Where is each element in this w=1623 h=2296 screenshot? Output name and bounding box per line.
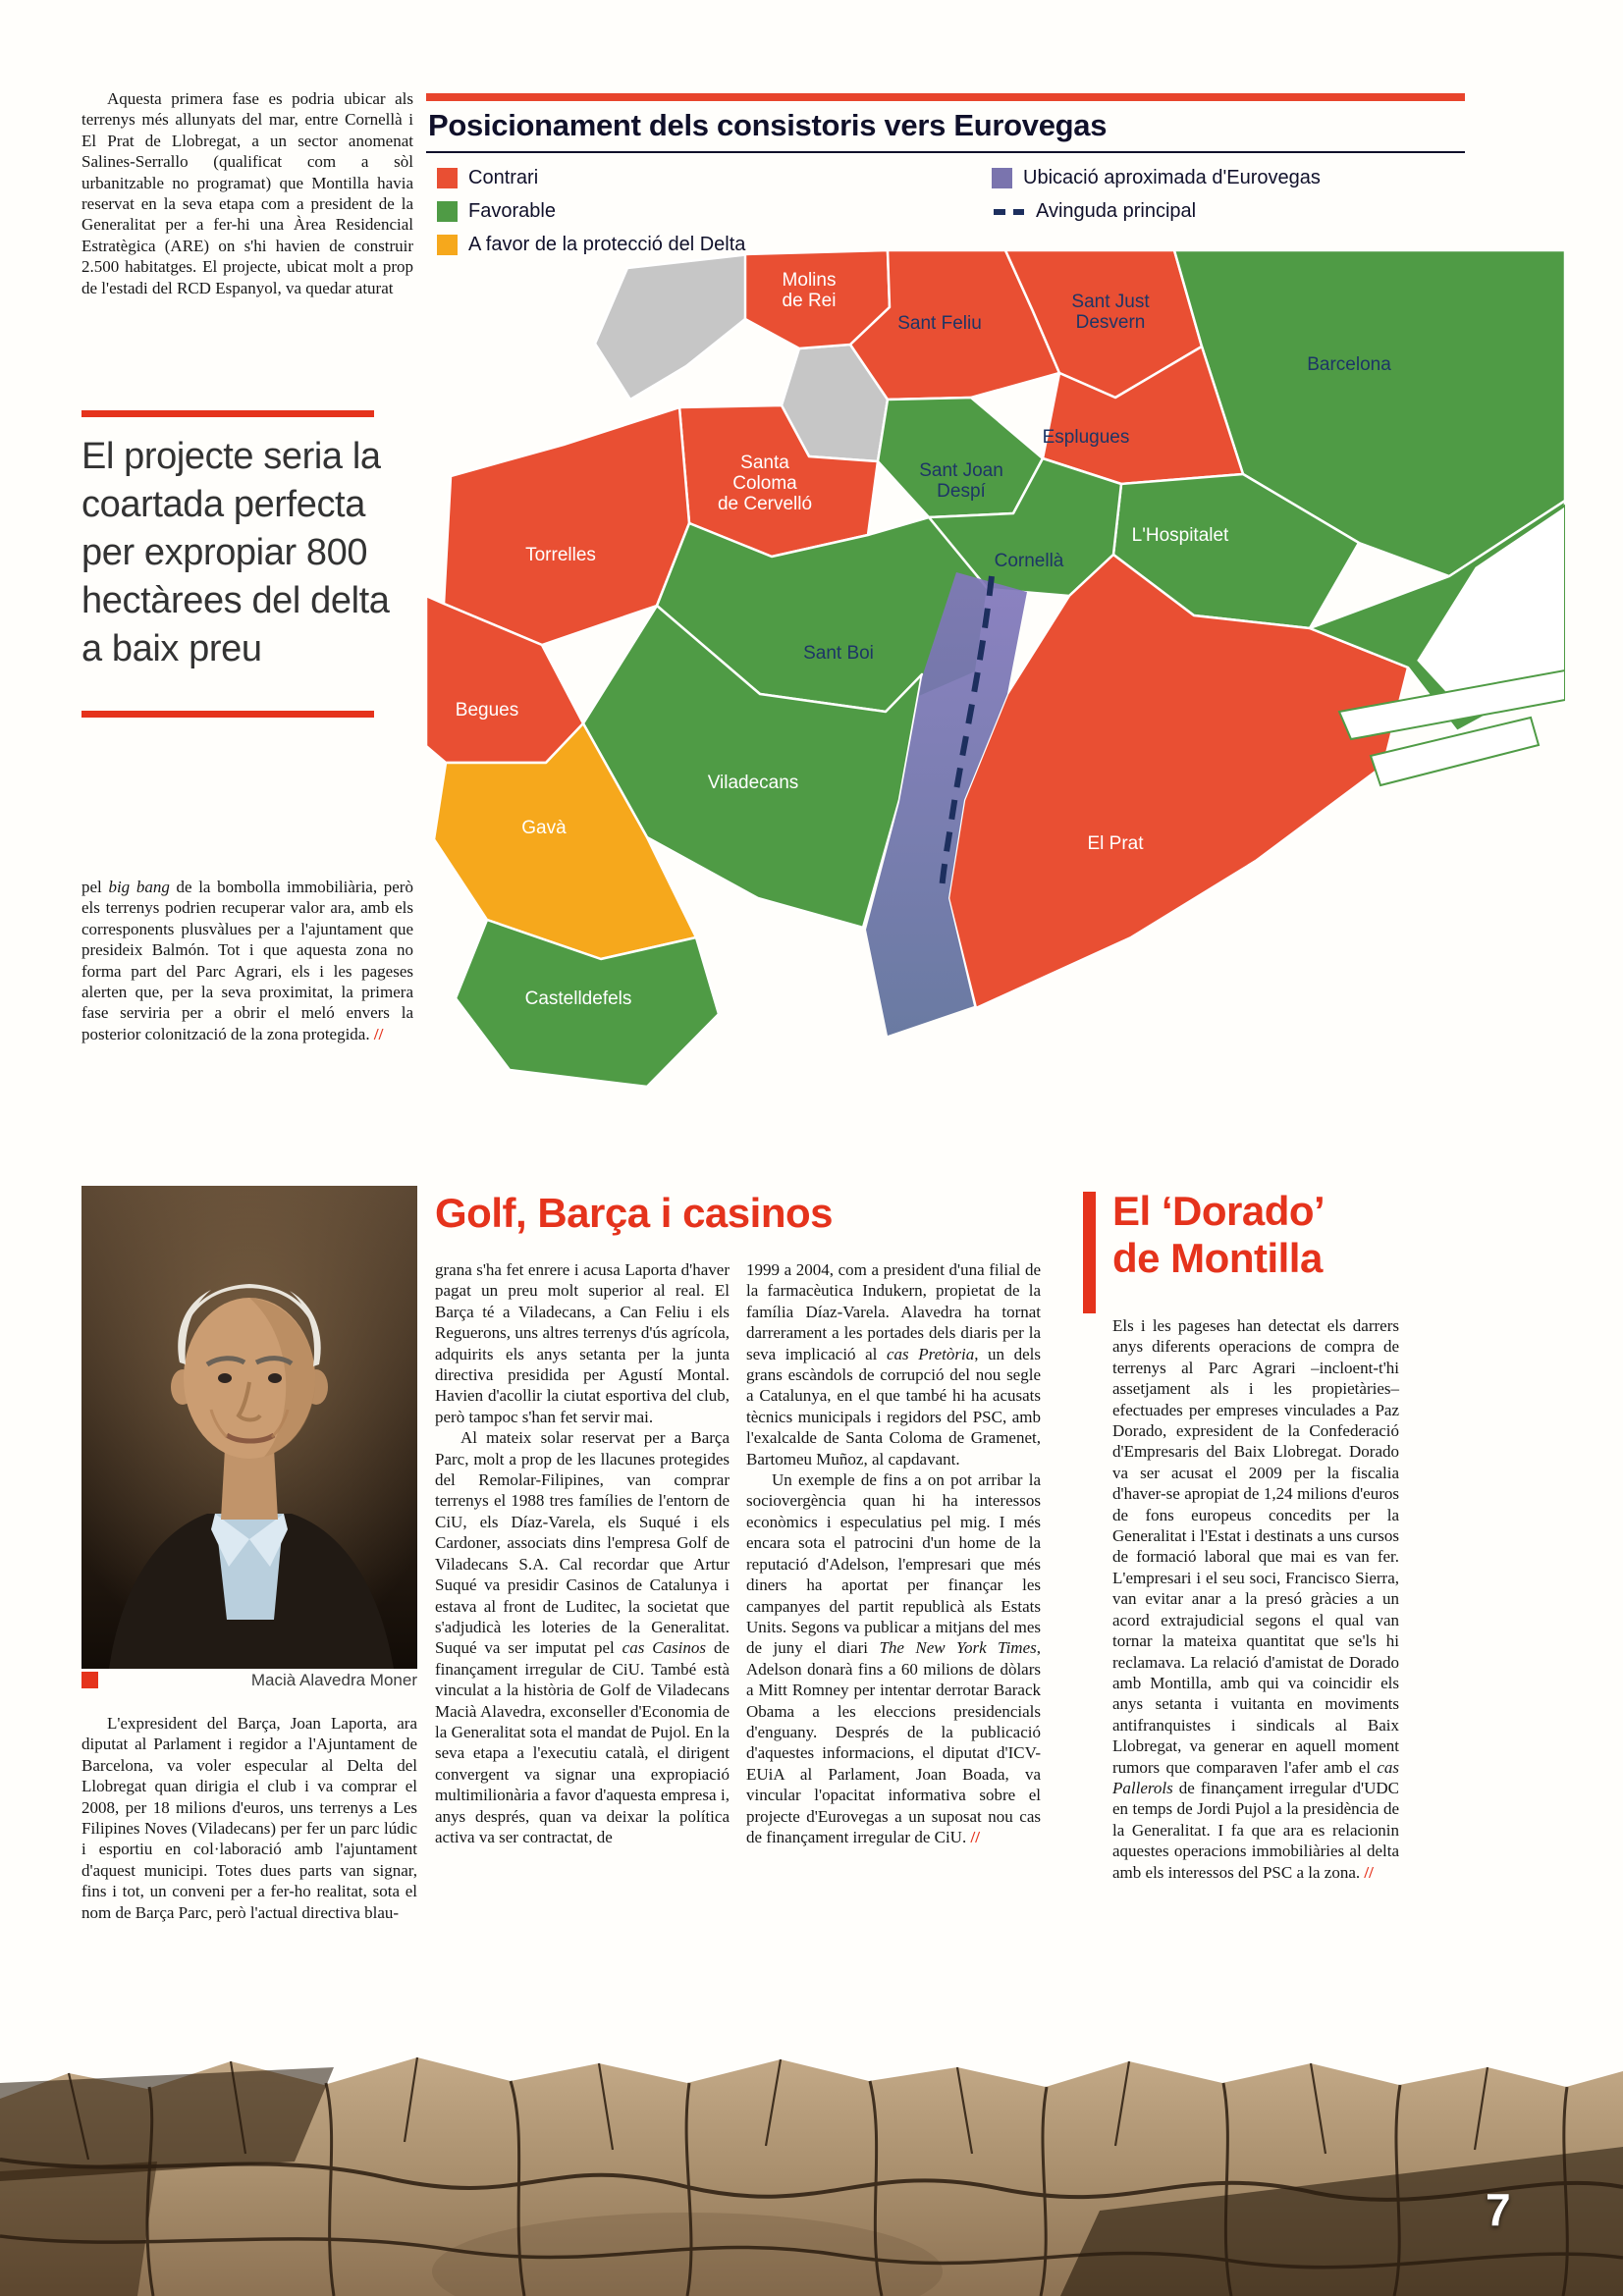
legend-item-avinguda-principal — [992, 200, 1196, 223]
legend-label-eurovegas-location: Ubicació aproximada d'Eurovegas — [1023, 167, 1321, 188]
middle-headline: Golf, Barça i casinos — [435, 1190, 833, 1236]
pull-quote-text: El projecte seria la coartada perfecta per expropiar 800 hectàrees del delta a baix preu — [81, 436, 390, 669]
legend-item-eurovegas-location — [992, 167, 1321, 189]
page-number: 7 — [1486, 2184, 1511, 2235]
dashed-line-icon — [992, 206, 1025, 218]
middle-col2-paragraph-2: Un exemple de fins a on pot arribar la sociovergència quan hi ha interessos econòmics i especulatius pel mig. I més encara sota el patrocini d'un home de la reputació d'Adelson, l'empresari que més diners ha aportat per finançar les campanyes del partit republicà als Estats Units. Segons va publicar a mitjans del mes de juny el diari The New York Times, Adelson donarà fins a 60 milions de dòlars a Mitt Romney per intentar derrotar Barack Obama a les eleccions presidencials d'enguany. Després de la publicació d'aquestes informacions, el diputat d'ICV-EUiA al Parlament, Joan Boada, va vincular l'opacitat informativa sobre el projecte d'Eurovegas a un suposat nou cas de finançament irregular de CiU. // — [746, 1470, 1041, 1846]
right-column — [1112, 1315, 1399, 1883]
cracked-earth-footer — [0, 2044, 1623, 2296]
legend-item-contrari — [437, 167, 538, 189]
pull-quote-rule-bottom — [81, 711, 374, 718]
laporta-column — [81, 1713, 417, 1923]
map-label-viladecans: Viladecans — [707, 773, 799, 793]
pull-quote-rule-top — [81, 410, 374, 417]
map-label-barcelona: Barcelona — [1307, 354, 1391, 375]
legend-label-contrari: Contrari — [468, 167, 539, 188]
portrait-photo — [81, 1186, 417, 1669]
infographic-title-rule — [426, 151, 1465, 153]
continuation-paragraph: pel big bang de la bombolla immobiliària, però els terrenys podrien recuperar valor ara, amb els corresponents plusvàlues per a l'ajuntament que presideix Balmón. Tot i que aquesta zona no forma part del Parc Agrari, els i les pageses alerten que, per la seva proximitat, la primera fase serviria per a obrir el meló envers la posterior colonització de la zona protegida. // — [81, 878, 413, 1043]
legend-swatch-eurovegas-location — [992, 168, 1012, 188]
right-paragraph: Els i les pageses han detectat els darrers anys diferents operacions de compra de terrenys al Parc Agrari –incloent-t'hi assetjament als i les propietàries– efectuades per empreses vinculades a Paz Dorado, expresident de la Confederació d'Empresaris del Baix Llobregat. Dorado va ser acusat el 2009 per la fiscalia d'haver-se apropiat de 1,24 milions d'euros de fons europeus concedits per la Generalitat i l'Estat i destinats a uns cursos de formació laboral que mai es van fer. L'empresari i el seu soci, Francisco Sierra, van evitar anar a la presó gràcies a un acord extrajudicial segons el qual van tornar la mateixa quantitat que se'ls hi reclamava. La relació d'amistat de Dorado amb Montilla, amb qui va coincidir els anys setanta i vuitanta en moviments antifranquistes i sindicals al Baix Llobregat, va generar en aquell moment rumors que comparaven l'afer amb el cas Pallerols de finançament irregular d'UDC en temps de Jordi Pujol a la presidència de la Generalitat. I fa que ara es relacionin aquestes operacions immobiliàries al delta amb els interessos del PSC a la zona. // — [1112, 1316, 1399, 1882]
infographic-title: Posicionament dels consistoris vers Eurovegas — [428, 108, 1108, 142]
right-headline — [1112, 1188, 1325, 1282]
map-label-sant-boi: Sant Boi — [803, 643, 874, 664]
map-region-torrelles — [444, 407, 689, 645]
map-region-unlabeled-a — [595, 254, 750, 400]
middle-col2-paragraph-1: 1999 a 2004, com a president d'una filial de la farmacèutica Indukern, propietat de la família Díaz-Varela. Alavedra ha tornat darrerament a les portades dels diaris per la seva implicació al cas Pretòria, un dels grans escàndols de corrupció del nou segle a Catalunya, en el que també hi ha acusats tècnics municipals i regidors del PSC, amb l'exalcalde de Santa Coloma de Gramenet, Bartomeu Muñoz, al capdavant. — [746, 1260, 1041, 1468]
legend-label-proteccio-delta: A favor de la protecció del Delta — [468, 234, 746, 255]
map-label-gava: Gavà — [521, 818, 567, 838]
laporta-paragraph: L'expresident del Barça, Joan Laporta, ara diputat al Parlament i regidor a l'Ajuntament de Barcelona, va voler especular al Delta del Llobregat quan dirigia el club i va comprar el 2008, per 18 milions d'euros, uns terrenys a Les Filipines Noves (Viladecans) per fer un parc lúdic i esportiu en col·laboració amb l'ajuntament d'aquest municipi. Totes dues parts van signar, fins i tot, un conveni per a fer-ho realitat, sota el nom de Barça Parc, però l'actual directiva blau- — [81, 1714, 417, 1922]
photo-caption: Macià Alavedra Moner — [250, 1671, 417, 1689]
right-headline-bar — [1083, 1192, 1096, 1313]
legend-label-favorable: Favorable — [468, 200, 556, 222]
legend-item-favorable — [437, 200, 556, 223]
legend-swatch-favorable — [437, 201, 458, 222]
right-headline-line1: El ‘Dorado’ — [1112, 1188, 1325, 1234]
legend-label-avinguda-principal: Avinguda principal — [1036, 200, 1197, 222]
pull-quote — [81, 410, 406, 718]
middle-column-1 — [435, 1259, 730, 1847]
map-label-castelldefels: Castelldefels — [524, 988, 632, 1009]
continuation-column — [81, 877, 413, 1044]
infographic-top-bar — [426, 93, 1465, 101]
map-label-begues: Begues — [455, 700, 519, 721]
right-headline-line2: de Montilla — [1112, 1235, 1323, 1281]
map-infographic — [426, 93, 1565, 1124]
portrait-illustration — [81, 1186, 417, 1669]
map-label-hospitalet: L'Hospitalet — [1131, 525, 1229, 546]
middle-col1-paragraph-1: grana s'ha fet enrere i acusa Laporta d'haver pagat un preu molt superior al real. El Barça té a Viladecans, a Can Feliu i els Reguerons, uns altres terrenys d'ús agrícola, adquirits els anys setanta per la junta directiva presidida per Agustí Montal. Havien d'acollir la ciutat esportiva del club, però tampoc s'han fet servir mai. — [435, 1260, 730, 1426]
cracked-earth-illustration — [0, 2044, 1623, 2296]
map-label-torrelles: Torrelles — [525, 545, 596, 565]
legend-swatch-contrari — [437, 168, 458, 188]
municipalities-map — [426, 250, 1565, 1119]
intro-column — [81, 88, 413, 298]
map-label-molins-de-rei: Molins de Rei — [782, 270, 837, 311]
map-label-sant-joan-despi: Sant Joan Despí — [919, 460, 1003, 502]
middle-column-2 — [746, 1259, 1041, 1847]
middle-col1-paragraph-2: Al mateix solar reservat per a Barça Parc, molt a prop de les llacunes protegides del Remolar-Filipines, van comprar terrenys el 1988 tres famílies de l'entorn de CiU, els Díaz-Varela, els Suqué i els Cardoner, associats dins l'empresa Golf de Viladecans S.A. Cal recordar que Artur Suqué va presidir Casinos de Catalunya i estava al front de Luditec, la societat que s'adjudicà les loteries de la Generalitat. Suqué va ser imputat pel cas Casinos de finançament irregular de CiU. També està vinculat a la història de Golf de Viladecans Macià Alavedra, exconseller d'Economia de la Generalitat sota el mandat de Pujol. En la seva etapa a l'executiu català, el dirigent convergent va signar una expropiació multimilionària a favor d'aquesta empresa i, anys després, quan va deixar la política activa va ser contractat, de — [435, 1428, 730, 1846]
caption-marker — [81, 1672, 98, 1688]
map-label-esplugues: Esplugues — [1042, 427, 1130, 448]
map-label-el-prat: El Prat — [1087, 833, 1144, 854]
map-label-sant-just-desvern: Sant Just Desvern — [1071, 292, 1150, 333]
map-label-sant-feliu: Sant Feliu — [897, 313, 982, 334]
map-label-cornella: Cornellà — [994, 551, 1064, 571]
map-label-santa-coloma: Santa Coloma de Cervelló — [717, 453, 813, 514]
intro-paragraph: Aquesta primera fase es podria ubicar als terrenys més allunyats del mar, entre Cornellà i El Prat de Llobregat, a un sector anomenat Salines-Serrallo (qualificat com a sòl urbanitzable no programat) que Montilla havia reservat en la seva etapa com a president de la Generalitat per a fer-hi una Àrea Residencial Estratègica (ARE) on s'hi havien de construir 2.500 habitatges. El projecte, ubicat molt a prop de l'estadi del RCD Espanyol, va quedar aturat — [81, 89, 413, 297]
